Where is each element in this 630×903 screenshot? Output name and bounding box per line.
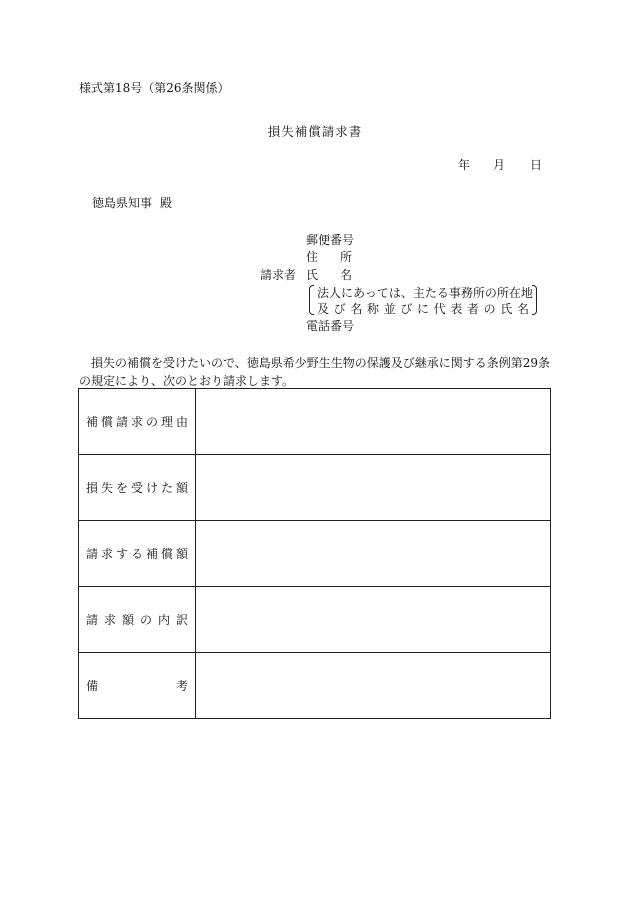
- name-label: [306, 267, 352, 283]
- right-bracket: [532, 285, 537, 315]
- row-label-cell: [79, 587, 196, 653]
- address-label-text: 住 所: [306, 250, 352, 264]
- row-label-cell: [79, 455, 196, 521]
- document-title: 損失補償請求書: [267, 124, 363, 139]
- table-row: [79, 455, 551, 521]
- row-label-cell: [79, 521, 196, 587]
- row-value-cell[interactable]: [196, 587, 551, 653]
- row-value-cell[interactable]: [196, 521, 551, 587]
- row-label: 請求額の内訳: [86, 613, 190, 627]
- row-value-cell[interactable]: [196, 455, 551, 521]
- requester-label: 請求者: [260, 268, 297, 282]
- table-row: [79, 653, 551, 719]
- addressee-honorific: 殿: [160, 196, 173, 210]
- row-label: 損失を受けた額: [86, 481, 190, 495]
- row-label-cell: [79, 653, 196, 719]
- address-label: [306, 249, 352, 265]
- row-label: 備考: [86, 679, 190, 693]
- row-label-cell: [79, 389, 196, 455]
- name-label-text: 氏 名: [306, 268, 352, 282]
- body-text: 損失の補償を受けたいので、徳島県希少野生生物の保護及び継承に関する条例第29条の規定により、次のとおり請求します。: [79, 356, 551, 388]
- row-value-cell[interactable]: [196, 389, 551, 455]
- table-row: [79, 521, 551, 587]
- date-month-label: 月: [493, 158, 506, 172]
- corporate-note-line2: 及び名称並びに代表者の氏名: [317, 302, 529, 316]
- table-row: [79, 389, 551, 455]
- row-label: 請求する補償額: [86, 547, 190, 561]
- corporate-note-line1: 法人にあっては、主たる事務所の所在地: [317, 286, 533, 300]
- postal-code-label: 郵便番号: [306, 233, 355, 247]
- row-label: 補償請求の理由: [86, 415, 190, 429]
- claim-table: [78, 388, 551, 719]
- row-value-cell[interactable]: [196, 653, 551, 719]
- phone-label: 電話番号: [306, 319, 355, 333]
- left-bracket: [309, 285, 314, 315]
- date-year-label: 年: [458, 158, 471, 172]
- date-day-label: 日: [530, 158, 543, 172]
- table-row: [79, 587, 551, 653]
- addressee: 徳島県知事: [92, 196, 153, 210]
- form-number: 様式第18号（第26条関係）: [79, 81, 230, 95]
- corporate-note: [309, 284, 537, 318]
